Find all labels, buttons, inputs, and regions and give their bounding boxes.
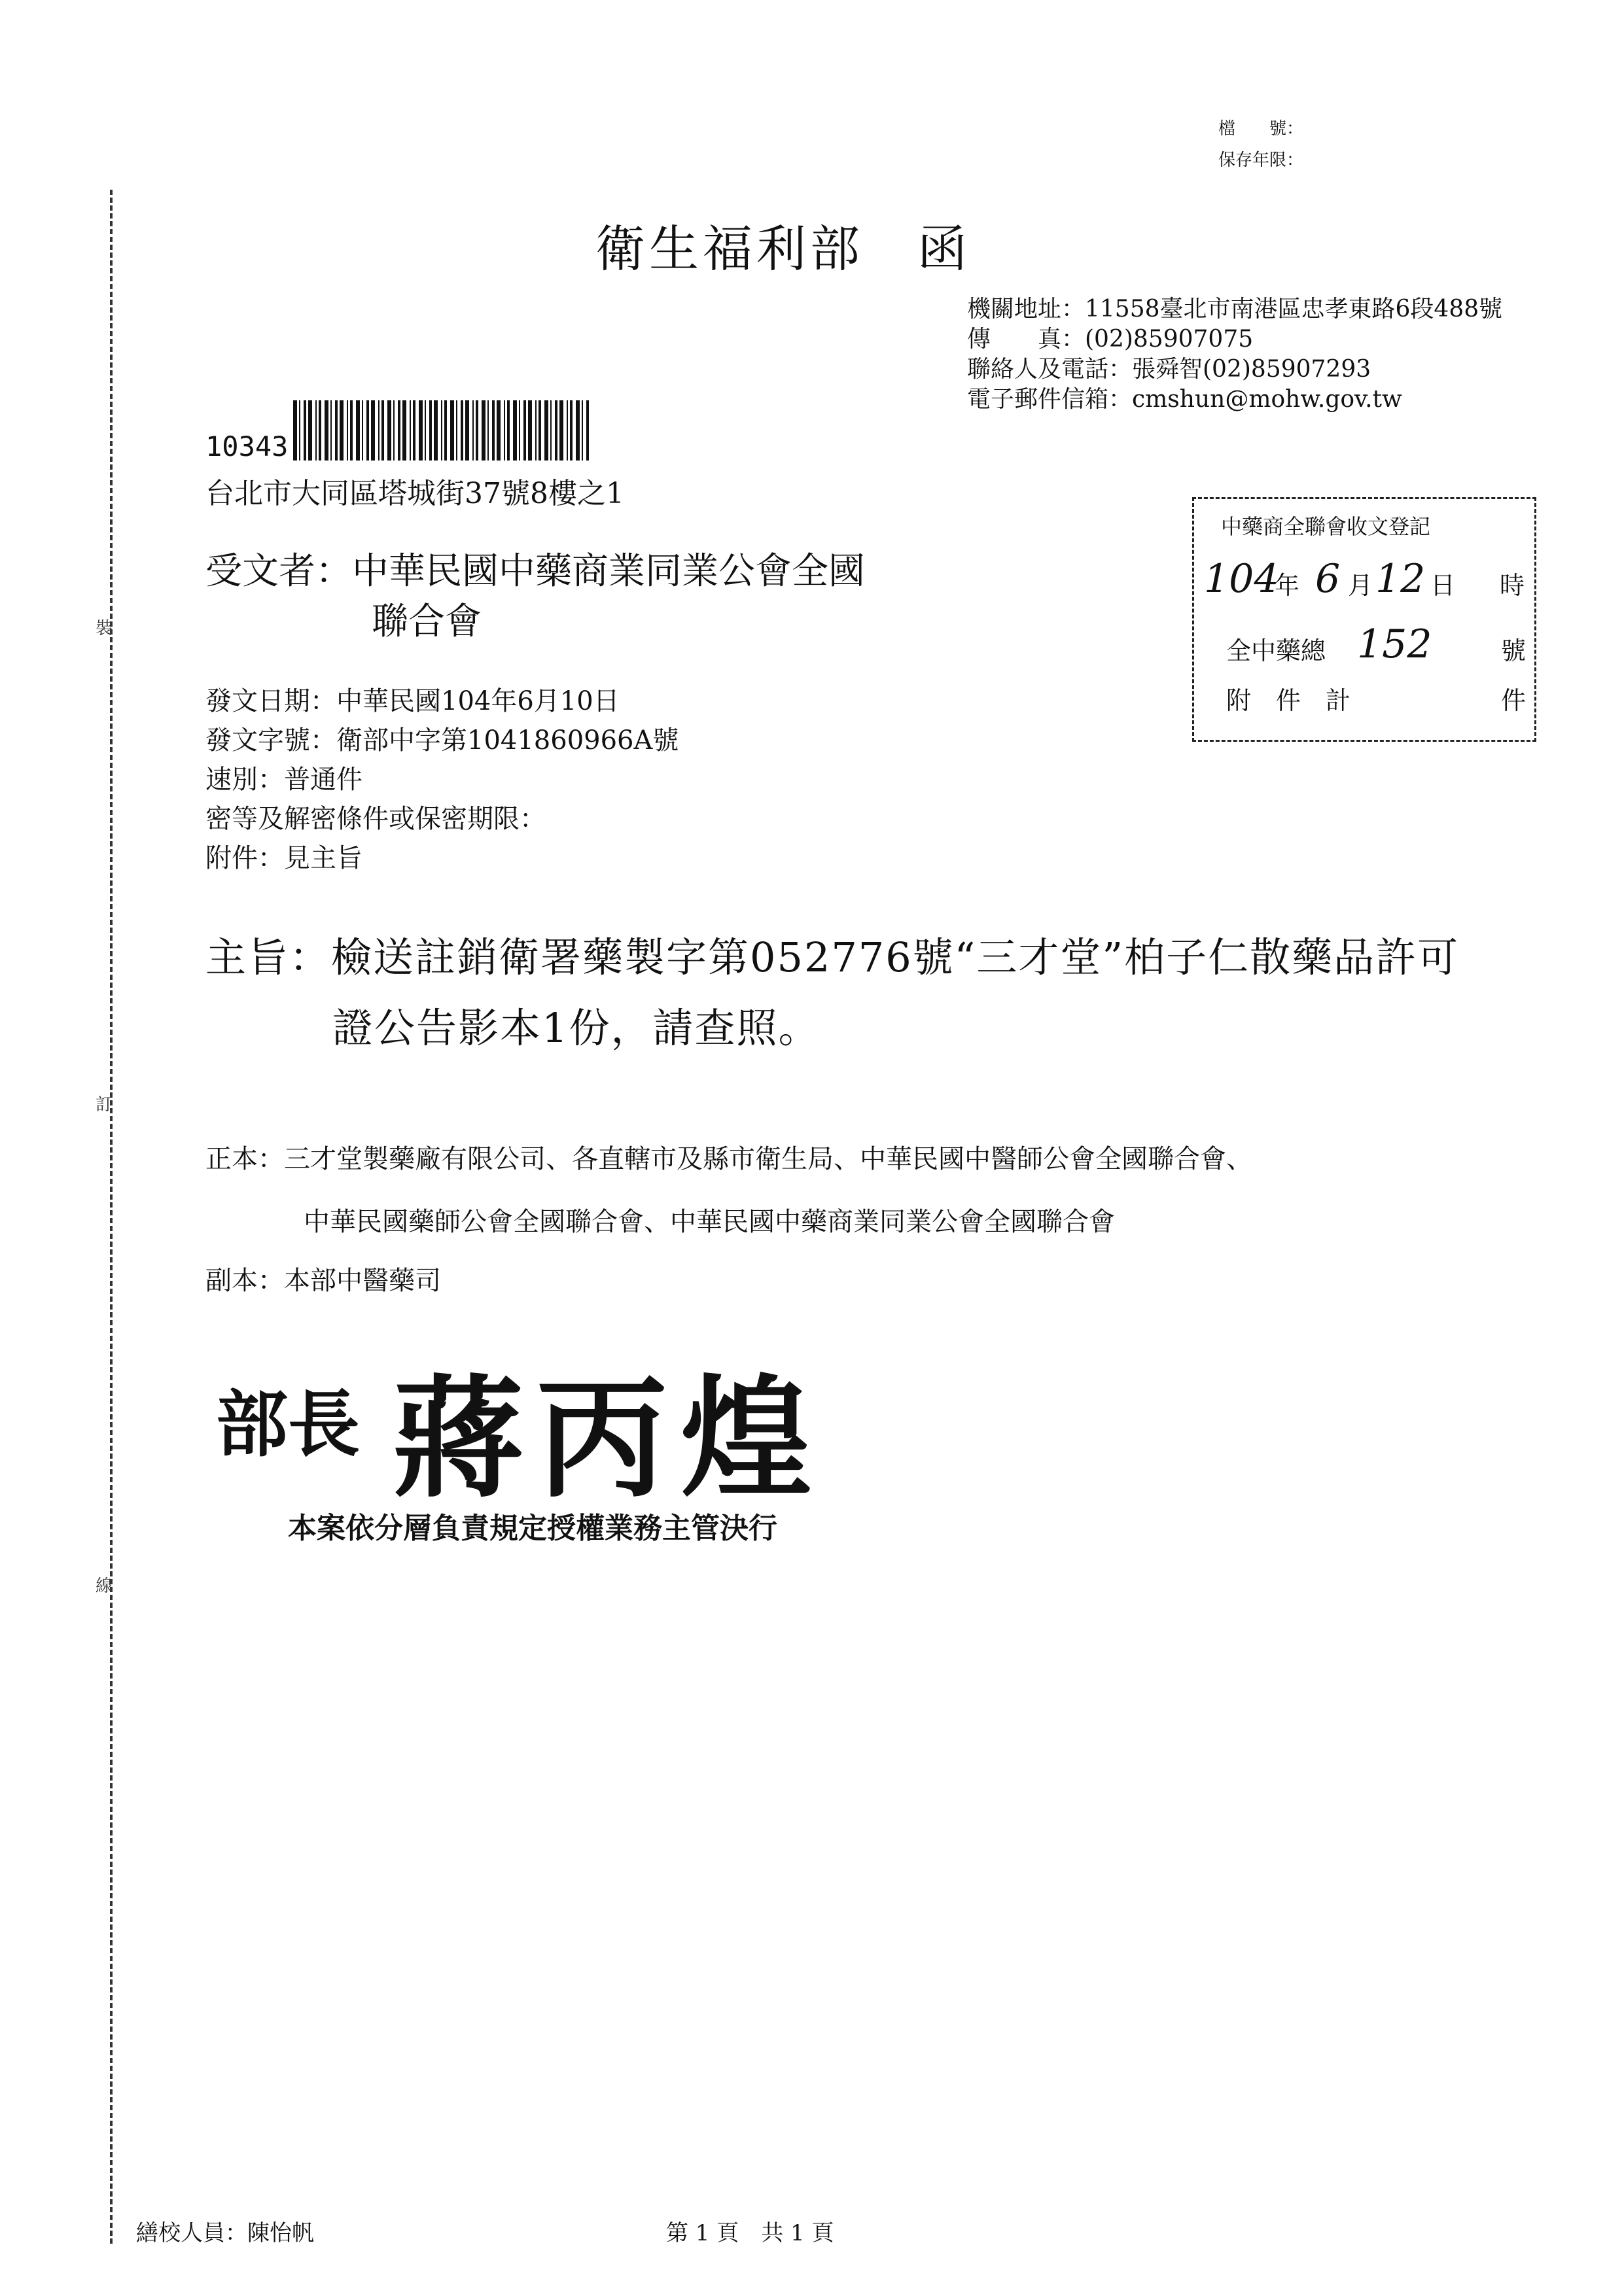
- barcode-bar: [519, 400, 520, 461]
- barcode-bar: [378, 400, 380, 461]
- barcode-bar: [482, 400, 485, 461]
- barcode-bar: [528, 400, 532, 461]
- barcode-bar: [293, 400, 297, 461]
- barcode-bar: [356, 400, 360, 461]
- barcode-bar: [387, 400, 391, 461]
- stamp-month-label: 月: [1348, 571, 1373, 600]
- barcode-bar: [434, 400, 438, 461]
- subject-line-2: 證公告影本1份，請查照。: [332, 1004, 821, 1052]
- main-recipients-line-2: 中華民國藥師公會全國聯合會、中華民國中藥商業同業公會全國聯合會: [304, 1207, 1115, 1237]
- receipt-stamp-number: [1226, 621, 1534, 667]
- barcode-bar: [402, 400, 406, 461]
- file-number-label: 檔 號：: [1218, 119, 1303, 139]
- barcode-bar: [507, 400, 510, 461]
- barcode-bar: [450, 400, 454, 461]
- barcode-bar: [582, 400, 583, 461]
- urgency: 速別：普通件: [205, 765, 362, 795]
- barcode-bar: [362, 400, 363, 461]
- retention-label: 保存年限：: [1218, 150, 1303, 170]
- barcode-bar: [550, 400, 552, 461]
- agency-address: 機關地址：11558臺北市南港區忠孝東路6段488號: [967, 296, 1503, 322]
- barcode-bar: [465, 400, 469, 461]
- barcode-bar: [429, 400, 432, 461]
- barcode-bar: [586, 400, 589, 461]
- stamp-day-label: 日: [1430, 571, 1456, 600]
- barcode-bar: [381, 400, 384, 461]
- barcode-bar: [441, 400, 442, 461]
- barcode-bar: [497, 400, 501, 461]
- barcode-bar: [513, 400, 517, 461]
- stamp-number-prefix: 全中藥總: [1226, 636, 1326, 665]
- barcode-bar: [393, 400, 395, 461]
- stamp-attachment-label: 附 件 計: [1226, 686, 1351, 715]
- page-number: 第 1 頁 共 1 頁: [666, 2220, 834, 2246]
- receipt-stamp-date: [1204, 556, 1531, 602]
- barcode-bar: [538, 400, 541, 461]
- mailing-address: 台北市大同區塔城街37號8樓之1: [205, 477, 624, 510]
- barcode-bar: [504, 400, 505, 461]
- dispatch-number: 發文字號：衛部中字第1041860966A號: [205, 725, 679, 756]
- barcode-bar: [308, 400, 312, 461]
- barcode-bar: [544, 400, 548, 461]
- document-title: 衛生福利部 函: [595, 220, 971, 278]
- stamp-year-label: 年: [1275, 571, 1300, 600]
- barcode-bar: [476, 400, 478, 461]
- barcode-bar: [444, 400, 447, 461]
- stamp-day: 12: [1375, 556, 1426, 602]
- barcode-bar: [535, 400, 537, 461]
- barcode-bar: [559, 400, 563, 461]
- agency-contact: 聯絡人及電話：張舜智(02)85907293: [967, 356, 1371, 383]
- classification: 密等及解密條件或保密期限：: [205, 804, 546, 834]
- barcode-bar: [425, 400, 426, 461]
- barcode-bar: [340, 400, 344, 461]
- barcode-bar: [570, 400, 573, 461]
- copy-recipients: 副本：本部中醫藥司: [205, 1266, 441, 1296]
- barcode-bar: [299, 400, 300, 461]
- attachments: 附件：見主旨: [205, 843, 362, 873]
- barcode-bar: [319, 400, 321, 461]
- stamp-hour-label: 時: [1500, 571, 1525, 600]
- stamp-month: 6: [1315, 556, 1341, 602]
- barcode-bar: [371, 400, 375, 461]
- barcode-bar: [472, 400, 474, 461]
- stamp-number: 152: [1357, 621, 1432, 667]
- dispatch-date: 發文日期：中華民國104年6月10日: [205, 686, 620, 716]
- barcode-bar: [330, 400, 332, 461]
- barcode-bar: [315, 400, 317, 461]
- recipient-line-1: 受文者：中華民國中藥商業同業公會全國: [205, 550, 865, 593]
- barcode-bar: [419, 400, 423, 461]
- barcode-bar: [413, 400, 415, 461]
- barcode-bar: [461, 400, 463, 461]
- authorization-note: 本案依分層負責規定授權業務主管決行: [288, 1512, 777, 1545]
- agency-fax: 傳 真：(02)85907075: [967, 326, 1254, 353]
- barcode-bar: [410, 400, 411, 461]
- receipt-stamp-attachment: [1226, 680, 1534, 717]
- stamp-attachment-unit: 件: [1501, 686, 1527, 715]
- postal-barcode: [293, 400, 594, 461]
- margin-char-xian: 線: [96, 1576, 113, 1596]
- postal-zip: 10343: [205, 430, 289, 462]
- receipt-stamp-title: 中藥商全聯會收文登記: [1221, 514, 1431, 539]
- stamp-number-suffix: 號: [1501, 636, 1527, 665]
- barcode-bar: [456, 400, 457, 461]
- margin-char-zhuang: 裝: [96, 619, 113, 638]
- barcode-bar: [567, 400, 568, 461]
- barcode-bar: [487, 400, 489, 461]
- agency-email: 電子郵件信箱：cmshun@mohw.gov.tw: [967, 386, 1402, 413]
- barcode-bar: [347, 400, 348, 461]
- stamp-year: 104: [1204, 556, 1279, 602]
- barcode-bar: [555, 400, 557, 461]
- recipient-line-2: 聯合會: [372, 600, 482, 643]
- barcode-bar: [398, 400, 400, 461]
- barcode-bar: [366, 400, 369, 461]
- barcode-bar: [304, 400, 306, 461]
- barcode-bar: [523, 400, 526, 461]
- barcode-bar: [492, 400, 495, 461]
- barcode-bar: [325, 400, 328, 461]
- main-recipients-line-1: 正本：三才堂製藥廠有限公司、各直轄市及縣市衛生局、中華民國中醫師公會全國聯合會、: [205, 1144, 1252, 1174]
- proofreader: 繕校人員：陳怡帆: [136, 2220, 314, 2246]
- barcode-bar: [335, 400, 338, 461]
- barcode-bar: [350, 400, 353, 461]
- binding-margin-line: [110, 190, 113, 2244]
- barcode-bar: [576, 400, 580, 461]
- minister-signature: 蔣丙煌: [393, 1362, 825, 1516]
- minister-title: 部長: [216, 1382, 360, 1467]
- subject-line-1: 主旨：檢送註銷衛署藥製字第052776號“三才堂”柏子仁散藥品許可: [205, 933, 1460, 981]
- margin-char-ding: 訂: [96, 1095, 113, 1115]
